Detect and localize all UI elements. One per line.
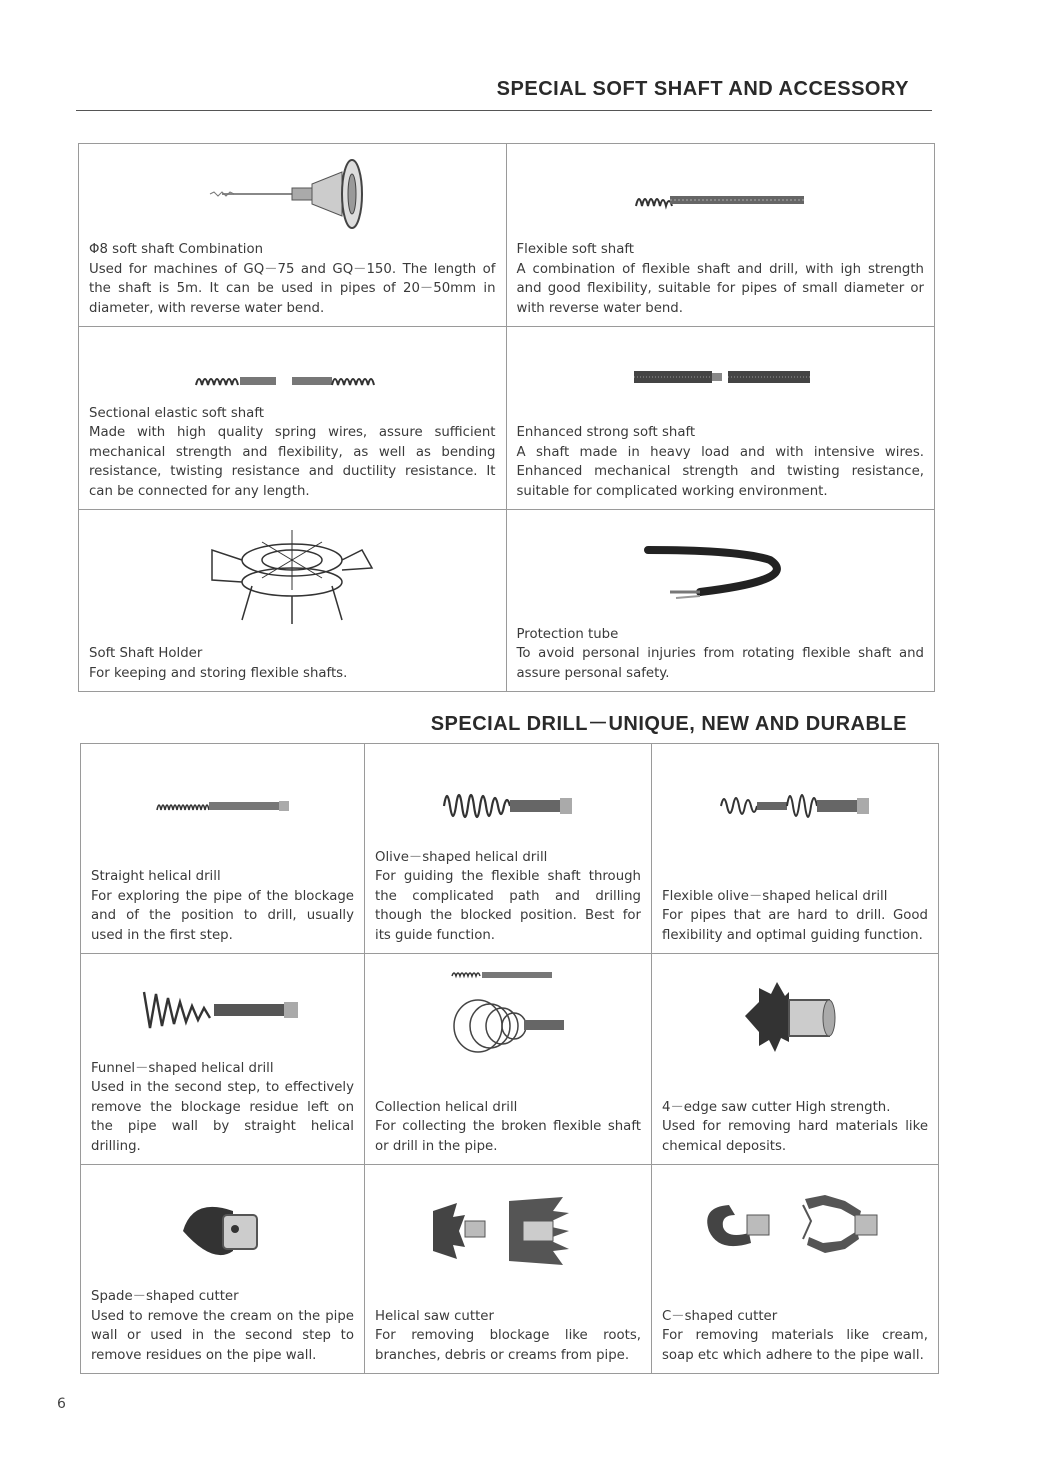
product-cell-olive-drill [365,744,652,954]
product-description: For removing materials like cream, soap etc which adhere to the pipe wall. [662,1328,928,1363]
product-cell-enhanced-shaft [507,327,935,510]
product-name: Flexible soft shaft [516,242,635,257]
header-rule [76,110,932,111]
straight-drill-image [81,794,364,818]
funnel-drill-image [81,986,364,1036]
product-name: Collection helical drill [375,1099,518,1115]
product-description: To avoid personal injuries from rotating flexible shaft and assure personal safety. [516,646,924,681]
product-name: Helical saw cutter [375,1308,494,1324]
enhanced-shaft-image [507,363,935,393]
flexible-shaft-image [507,184,935,214]
product-cell-helical-saw-cutter [365,1165,652,1373]
product-cell-shaft-holder [79,510,507,691]
product-cell-collection-drill [365,954,652,1165]
product-cell-sectional-shaft [79,327,507,510]
product-name: 4－edge saw cutter High strength. [662,1099,891,1115]
soft-shaft-grid [78,143,935,692]
helical-saw-cutter-image [365,1191,651,1271]
product-description: For collecting the broken flexible shaft or drill in the pipe. [375,1119,641,1154]
product-name: Sectional elastic soft shaft [89,405,264,421]
product-name: Φ8 soft shaft Combination [89,242,264,257]
product-cell-4edge-saw-cutter [652,954,938,1165]
product-description: For guiding the flexible shaft through the complicated path and drilling though the blocked position. Best for its guide function. [375,869,641,943]
protection-tube-image [507,540,935,610]
product-description: Used for removing hard materials like chemical deposits. [662,1119,928,1154]
section-title: SPECIAL DRILL－UNIQUE, NEW AND DURABLE [430,713,907,735]
product-cell-c-shaped-cutter [652,1165,938,1373]
product-name: Straight helical drill [91,869,221,884]
product-name: C－shaped cutter [662,1308,778,1324]
flexible-olive-drill-image [652,786,938,826]
product-description: For keeping and storing flexible shafts. [89,665,348,681]
product-description: Used in the second step, to effectively remove the blockage residue left on the pipe wall by straight helical drilling. [91,1080,354,1154]
drill-grid [80,743,939,1374]
spade-cutter-image [81,1191,364,1271]
shaft-holder-image [79,520,506,630]
product-name: Olive－shaped helical drill [375,849,548,865]
product-description: Used for machines of GQ－75 and GQ－150. The length of the shaft is 5m. It can be used in pipes of 20－50mm in diameter, with reverse water bend. [89,261,496,316]
product-description: Made with high quality spring wires, assure sufficient mechanical strength and flexibility, as well as bending resistance, twisting resistance and ductility resistance. It can be connected for any length. [89,425,496,499]
product-name: Funnel－shaped helical drill [91,1060,274,1076]
product-description: Used to remove the cream on the pipe wall or used in the second step to remove residues on the pipe wall. [91,1308,354,1363]
product-description: For pipes that are hard to drill. Good flexibility and optimal guiding function. [662,908,928,943]
product-name: Soft Shaft Holder [89,646,203,661]
page-number: 6 [57,1396,66,1412]
product-description: For removing blockage like roots, branches, debris or creams from pipe. [375,1328,641,1363]
collection-drill-image [365,968,651,1058]
product-cell-spade-cutter [81,1165,365,1373]
product-name: Protection tube [516,626,619,642]
product-name: Flexible olive－shaped helical drill [662,888,888,904]
shaft-combination-image [79,156,506,236]
product-description: A shaft made in heavy load and with intensive wires. Enhanced mechanical strength and twisting resistance, suitable for complicated working environment. [516,444,924,499]
saw-cutter-image [652,972,938,1062]
product-name: Spade－shaped cutter [91,1289,239,1304]
sectional-shaft-image [79,365,506,395]
product-cell-flexible-olive-drill [652,744,938,954]
product-cell-flexible-shaft [507,144,935,327]
page-title: SPECIAL SOFT SHAFT AND ACCESSORY [496,78,909,100]
olive-drill-image [365,786,651,826]
c-shaped-cutter-image [652,1187,938,1267]
product-description: A combination of flexible shaft and drill, with igh strength and good flexibility, suitable for pipes of small diameter or with reverse water bend. [516,261,924,316]
product-name: Enhanced strong soft shaft [516,425,696,440]
product-cell-shaft-combination [79,144,507,327]
product-cell-straight-drill [81,744,365,954]
product-cell-protection-tube [507,510,935,691]
product-cell-funnel-drill [81,954,365,1165]
product-description: For exploring the pipe of the blockage and of the position to drill, usually used in the first step. [91,888,354,943]
